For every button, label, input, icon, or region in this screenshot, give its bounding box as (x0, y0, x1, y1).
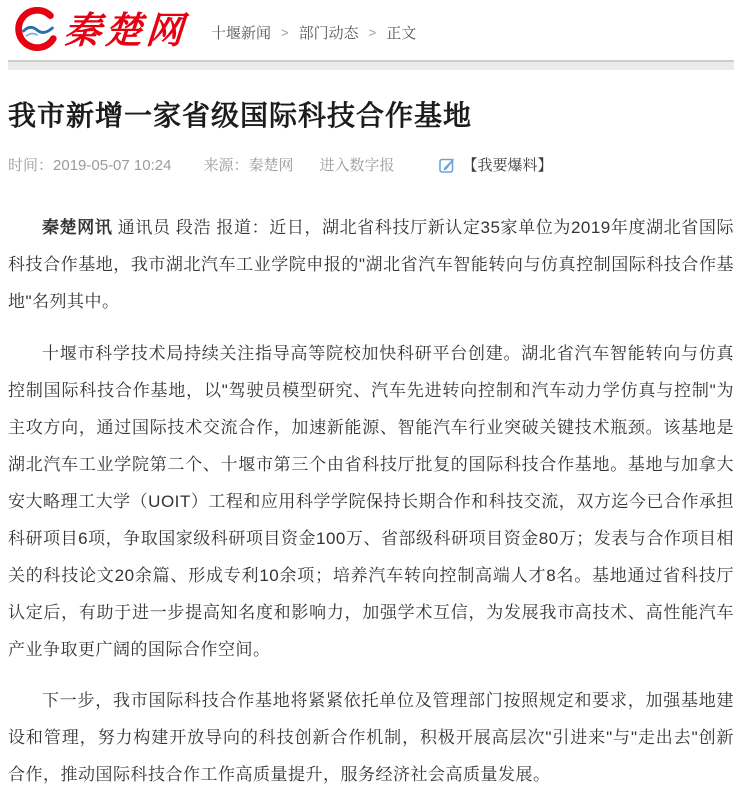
article-source-value: 秦楚网 (248, 157, 294, 175)
publish-time (8, 154, 171, 175)
header-divider (8, 60, 734, 70)
article-body (8, 209, 734, 793)
site-logo[interactable] (14, 7, 187, 53)
pencil-edit-icon (439, 156, 463, 173)
breadcrumb (211, 22, 416, 43)
breadcrumb-separator-icon: > (368, 24, 377, 40)
site-header (0, 0, 742, 60)
article-title: 我市新增一家省级国际科技合作基地 (8, 100, 473, 131)
report-news-label: 【我要爆料】 (462, 157, 553, 175)
paragraph-text: 十堰市科学技术局持续关注指导高等院校加快科研平台创建。湖北省汽车智能转向与仿真控制国际科技合作基地，以"驾驶员模型研究、汽车先进转向控制和汽车动力学仿真与控制"为主攻方向，通过国际技术交流合作，加速新能源、智能汽车行业突破关键技术瓶颈。该基地是湖北汽车工业学院第二个、十堰市第三个由省科技厅批复的国际科技合作基地。基地与加拿大安大略理工大学（UOIT）工程和应用科学学院保持长期合作和科技交流，双方迄今已合作承担科研项目6项，争取国家级科研项目资金100万、省部级科研项目资金80万；发表与合作项目相关的科技论文20余篇、形成专利10余项；培养汽车转向控制高端人才8名。基地通过省科技厅认定后，有助于进一步提高知名度和影响力，加强学术互信，为发展我市高技术、高性能汽车产业争取更广阔的国际合作空间。 (8, 343, 734, 659)
paragraph-text: 通讯员 段浩 报道：近日，湖北省科技厅新认定35家单位为2019年度湖北省国际科技合作基地，我市湖北汽车工业学院申报的"湖北省汽车智能转向与仿真控制国际科技合作基地"名列其中。 (8, 218, 734, 312)
site-logo-text: 秦楚网 (62, 9, 189, 51)
breadcrumb-item-current: 正文 (386, 24, 417, 42)
article-source (203, 154, 293, 175)
site-logo-icon (14, 7, 60, 53)
publish-time-value: 2019-05-07 10:24 (53, 157, 172, 175)
article-paragraph (8, 682, 734, 793)
paragraph-text: 下一步，我市国际科技合作基地将紧紧依托单位及管理部门按照规定和要求，加强基地建设和管理，努力构建开放导向的科技创新合作机制，积极开展高层次"引进来"与"走出去"创新合作，推动国际科技合作工作高质量提升，服务经济社会高质量发展。 (8, 690, 734, 785)
article-meta (8, 154, 734, 175)
article (0, 98, 742, 793)
breadcrumb-item-department[interactable]: 部门动态 (298, 24, 359, 42)
digital-paper-link[interactable]: 进入数字报 (319, 157, 395, 175)
report-news-link[interactable] (439, 154, 553, 175)
paragraph-lead: 秦楚网讯 (42, 218, 113, 238)
article-source-label: 来源： (203, 157, 249, 175)
publish-time-label: 时间： (8, 157, 54, 175)
breadcrumb-item-news[interactable]: 十堰新闻 (211, 24, 272, 42)
breadcrumb-separator-icon: > (281, 24, 289, 40)
article-paragraph (8, 335, 734, 668)
article-paragraph (8, 209, 734, 320)
